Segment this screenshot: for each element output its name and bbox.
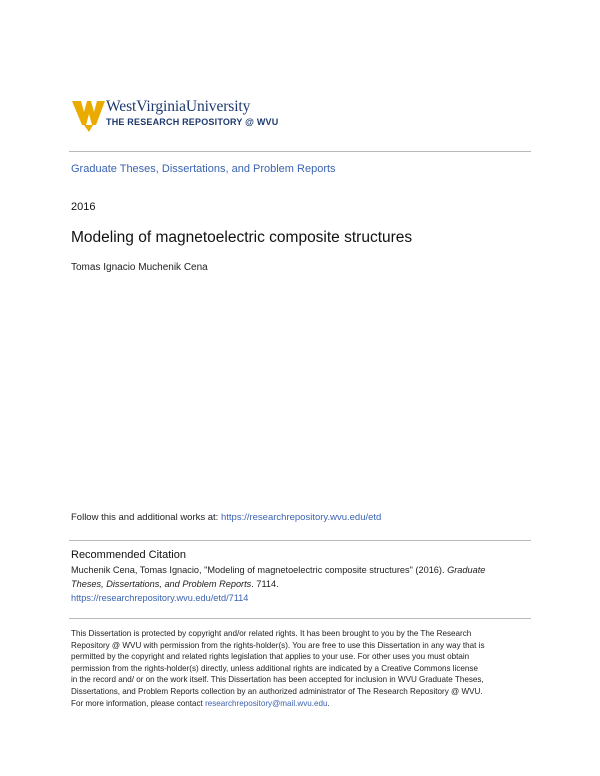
citation-line-2 <box>71 577 533 591</box>
rights-line: Repository @ WVU with permission from the rights-holder(s). You are free to use this Dissertation in any way that is <box>71 640 485 650</box>
middle-divider <box>69 540 531 541</box>
contact-line <box>71 698 533 710</box>
repository-name: THE RESEARCH REPOSITORY @ WVU <box>106 117 279 127</box>
author-name: Tomas Ignacio Muchenik Cena <box>71 262 208 273</box>
document-title: Modeling of magnetoelectric composite structures <box>71 229 413 246</box>
contact-prefix: For more information, please contact <box>71 698 206 708</box>
follow-link[interactable]: https://researchrepository.wvu.edu/etd <box>220 512 382 523</box>
university-name: WestVirginiaUniversity <box>106 98 251 115</box>
follow-line <box>71 512 381 523</box>
top-divider <box>69 151 531 152</box>
citation-text: Muchenik Cena, Tomas Ignacio, "Modeling of magnetoelectric composite structures" (2016). <box>71 565 448 575</box>
citation-number: . 7114. <box>251 579 279 589</box>
citation-series-part1: Graduate <box>447 565 486 575</box>
citation-line-3 <box>71 591 533 605</box>
citation-line-1 <box>71 563 533 577</box>
contact-email-link[interactable]: researchrepository@mail.wvu.edu <box>205 698 328 708</box>
citation-link[interactable]: https://researchrepository.wvu.edu/etd/7114 <box>71 593 249 603</box>
follow-text: Follow this and additional works at: <box>71 512 221 523</box>
flying-wv-icon <box>72 98 106 132</box>
rights-statement <box>71 628 533 709</box>
rights-line: in the record and/ or on the work itself. This Dissertation has been accepted for inclusion in WVU Graduate Theses, <box>71 675 484 685</box>
collection-link[interactable]: Graduate Theses, Dissertations, and Problem Reports <box>71 163 336 175</box>
publication-year: 2016 <box>71 201 96 213</box>
contact-suffix: . <box>327 698 330 708</box>
rights-line: permitted by the copyright and related rights legislation that applies to your use. For other uses you must obtain <box>71 652 470 662</box>
rights-line: This Dissertation is protected by copyright and/or related rights. It has been brought to you by the The Research <box>71 629 472 638</box>
citation-heading: Recommended Citation <box>71 549 186 561</box>
rights-line: Dissertations, and Problem Reports collection by an authorized administrator of The Research Repository @ WVU. <box>71 686 483 696</box>
citation-series-part2: Theses, Dissertations, and Problem Reports <box>71 579 252 589</box>
bottom-divider <box>69 618 531 619</box>
citation-block <box>71 563 533 605</box>
rights-line: permission from the rights-holder(s) directly, unless additional rights are indicated by a Creative Commons license <box>71 663 478 673</box>
